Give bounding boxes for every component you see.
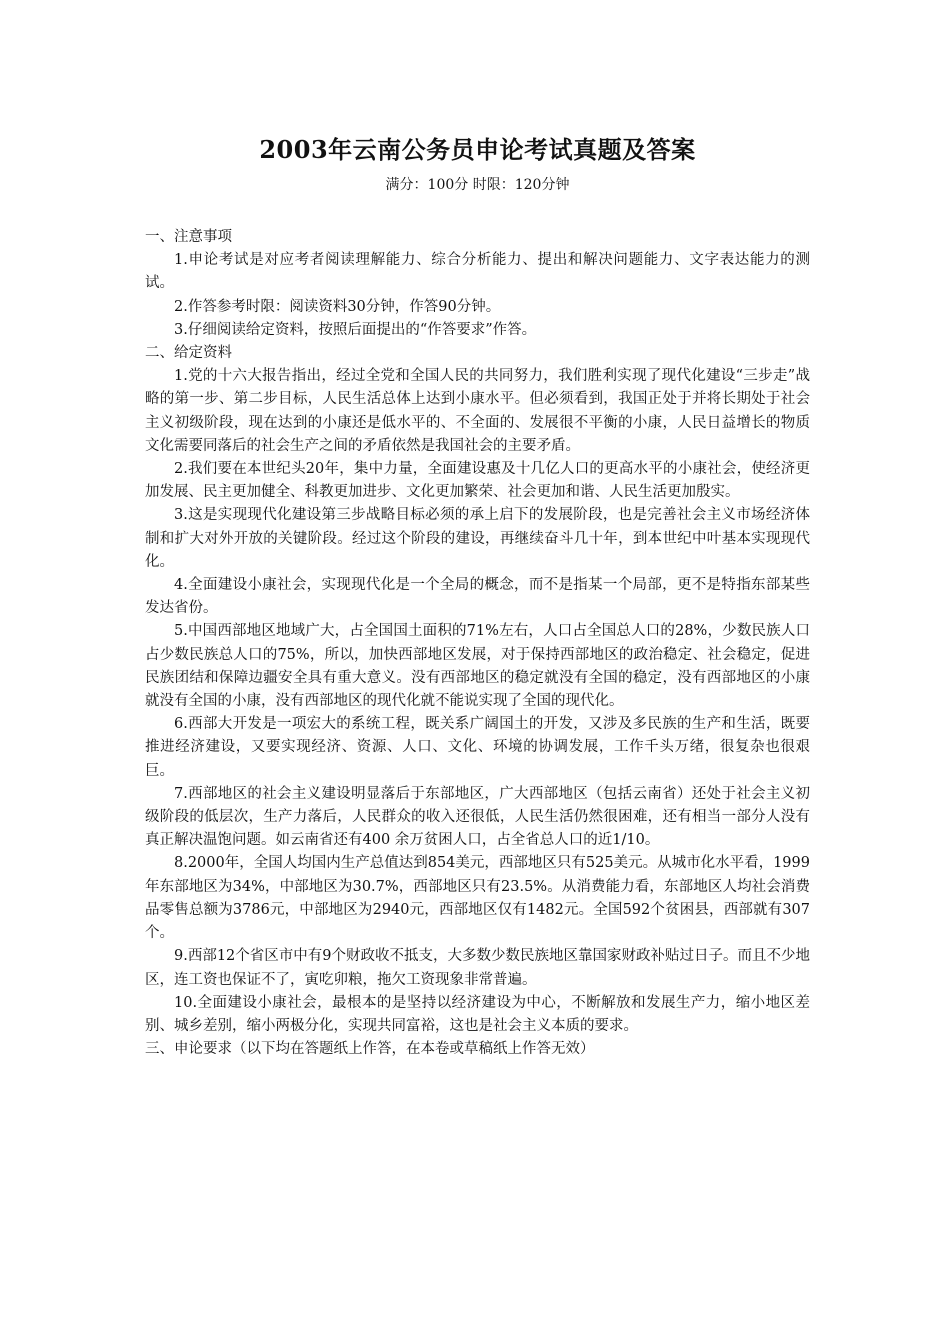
section-heading-requirements: 三、申论要求（以下均在答题纸上作答，在本卷或草稿纸上作答无效） xyxy=(145,1041,595,1058)
material-item: 2.我们要在本世纪头20年，集中力量，全面建设惠及十几亿人口的更高水平的小康社会，使经济更加发展、民主更加健全、科教更加进步、文化更加繁荣、社会更加和谐、人民生活更加殷实。 xyxy=(145,461,810,501)
material-item: 7.西部地区的社会主义建设明显落后于东部地区，广大西部地区（包括云南省）还处于社会主义初级阶段的低层次，生产力落后，人民群众的收入还很低，人民生活仍然很困难，还有相当一部分人没有真正解决温饱问题。如云南省还有400 余万贫困人口，占全省总人口的近1/10。 xyxy=(145,785,810,849)
notice-item: 3.仔细阅读给定资料，按照后面提出的“作答要求”作答。 xyxy=(174,321,537,338)
notice-item: 1.申论考试是对应考者阅读理解能力、综合分析能力、提出和解决问题能力、文字表达能力的测试。 xyxy=(145,252,810,292)
document-title: 2003年云南公务员申论考试真题及答案 xyxy=(259,135,696,164)
section-heading-materials: 二、给定资料 xyxy=(145,345,232,362)
material-item: 9.西部12个省区市中有9个财政收不抵支，大多数少数民族地区靠国家财政补贴过日子。而且不少地区，连工资也保证不了，寅吃卯粮，拖欠工资现象非常普遍。 xyxy=(145,948,811,988)
material-item: 10.全面建设小康社会，最根本的是坚持以经济建设为中心，不断解放和发展生产力，缩小地区差别、城乡差别，缩小两极分化，实现共同富裕，这也是社会主义本质的要求。 xyxy=(145,994,810,1034)
material-item: 6.西部大开发是一项宏大的系统工程，既关系广阔国土的开发，又涉及多民族的生产和生活，既要推进经济建设，又要实现经济、资源、人口、文化、环境的协调发展，工作千头万绪，很复杂也很艰巨。 xyxy=(145,716,810,779)
material-item: 8.2000年，全国人均国内生产总值达到854美元，西部地区只有525美元。从城市化水平看，1999年东部地区为34%，中部地区为30.7%，西部地区只有23.5%。从消费能力看，东部地区人均社会消费品零售总额为3786元，中部地区为2940元，西部地区仅有1482元。全国592个贫困县，西部就有307个。 xyxy=(145,855,810,942)
section-heading-notice: 一、注意事项 xyxy=(145,229,232,245)
material-item: 1.党的十六大报告指出，经过全党和全国人民的共同努力，我们胜利实现了现代化建设“三步走”战略的第一步、第二步目标，人民生活总体上达到小康水平。但必须看到，我国正处于并将长期处于社会主义初级阶段，现在达到的小康还是低水平的、不全面的、发展很不平衡的小康，人民日益增长的物质文化需要同落后的社会生产之间的矛盾依然是我国社会的主要矛盾。 xyxy=(145,368,810,454)
document-subtitle: 满分：100分 时限：120分钟 xyxy=(385,177,570,193)
document-body xyxy=(145,226,810,1061)
material-item: 3.这是实现现代化建设第三步战略目标必须的承上启下的发展阶段，也是完善社会主义市场经济体制和扩大对外开放的关键阶段。经过这个阶段的建设，再继续奋斗几十年，到本世纪中叶基本实现现代化。 xyxy=(145,507,810,570)
notice-item: 2.作答参考时限：阅读资料30分钟，作答90分钟。 xyxy=(174,298,501,315)
material-item: 5.中国西部地区地域广大，占全国国土面积的71%左右，人口占全国总人口的28%，少数民族人口占少数民族总人口的75%，所以，加快西部地区发展，对于保持西部地区的政治稳定、社会稳定，促进民族团结和保障边疆安全具有重大意义。没有西部地区的稳定就没有全国的稳定，没有西部地区的小康就没有全国的小康，没有西部地区的现代化就不能说实现了全国的现代化。 xyxy=(145,623,810,710)
material-item: 4.全面建设小康社会，实现现代化是一个全局的概念，而不是指某一个局部，更不是特指东部某些发达省份。 xyxy=(145,577,810,617)
